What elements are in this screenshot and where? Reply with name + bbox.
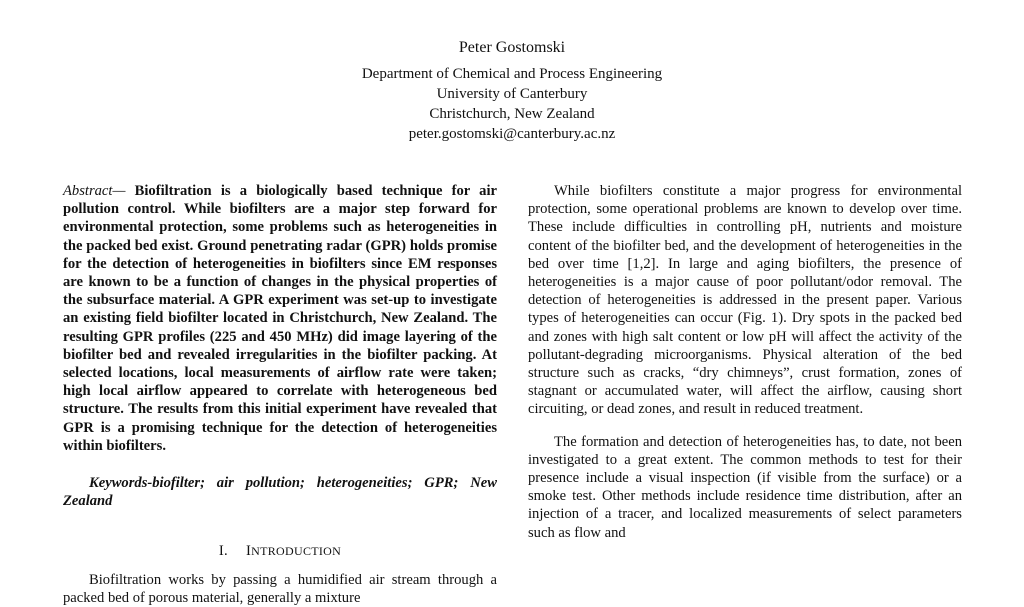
- section-title-initial: I: [245, 543, 252, 560]
- university: University of Canterbury: [436, 86, 588, 102]
- section-number: I.: [218, 543, 228, 560]
- intro-paragraph: Biofiltration works by passing a humidified air stream through a packed bed of porous material, generally a mixture: [63, 571, 497, 606]
- department: Department of Chemical and Process Engineering: [361, 66, 663, 82]
- abstract: [63, 182, 497, 455]
- author-block: [0, 38, 1024, 144]
- author-name: Peter Gostomski: [458, 39, 566, 56]
- right-column: [528, 182, 962, 542]
- keywords: Keywords-biofilter; air pollution; heterogeneities; GPR; New Zealand: [63, 475, 497, 510]
- abstract-text: Biofiltration is a biologically based technique for air pollution control. While biofilters are a major step forward for environmental protection, some problems such as heterogeneities in the packed bed exist. Ground penetrating radar (GPR) holds promise for the detection of heterogeneities in biofilters since EM responses are known to be a function of changes in the physical properties of the subsurface material. A GPR experiment was set-up to investigate an existing field biofilter located in Christchurch, New Zealand. The resulting GPR profiles (225 and 450 MHz) did image layering of the biofilter bed and revealed irregularities in the biofilter packing. At selected locations, local measurements of airflow rate were taken; high local airflow appeared to correlate with heterogeneous bed structure. The results from this initial experiment have revealed that GPR is a promising technique for the detection of heterogeneities within biofilters.: [63, 183, 497, 454]
- section-title-rest: NTRODUCTION: [251, 544, 342, 559]
- right-paragraph-2: The formation and detection of heterogeneities has, to date, not been investigated to a great extent. The common methods to test for their presence include a visual inspection (if visible from the surface) or a smoke test. Other methods include residence time distribution, after an injection of a tracer, and localized measurements of select parameters such as flow and: [528, 433, 962, 541]
- left-column: [63, 182, 497, 607]
- section-heading-introduction: [63, 542, 497, 560]
- location: Christchurch, New Zealand: [429, 106, 595, 122]
- abstract-lead: Abstract—: [63, 183, 126, 199]
- email: peter.gostomski@canterbury.ac.nz: [408, 126, 616, 142]
- right-paragraph-1: While biofilters constitute a major progress for environmental protection, some operational problems are known to develop over time. These include difficulties in controlling pH, nutrients and moisture content of the biofilter bed, and the development of heterogeneities in the bed over time [1,2]. In large and aging biofilters, the presence of heterogeneities is a major cause of poor pollutant/odor removal. The detection of heterogeneities is addressed in the present paper. Various types of heterogeneities can occur (Fig. 1). Dry spots in the packed bed and zones with high salt content or low pH will affect the activity of the pollutant-degrading microorganisms. Physical alteration of the bed structure such as cracks, “dry chimneys”, crust formation, zones of stagnant or accumulated water, will affect the airflow, causing short circuiting, or dead zones, and result in reduced treatment.: [528, 183, 962, 418]
